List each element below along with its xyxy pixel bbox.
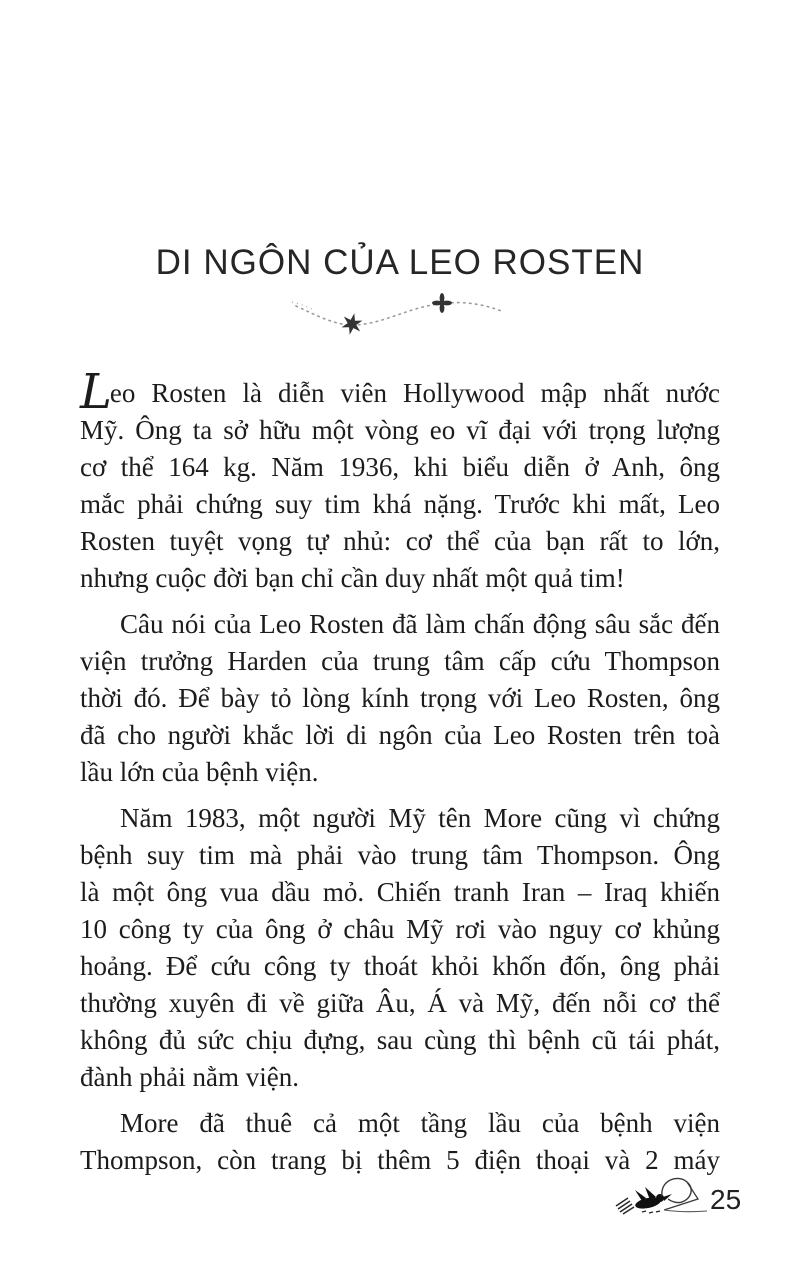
paragraph-1 [80,364,720,597]
text-line: lầu lớn của bệnh viện. [80,757,319,787]
title-divider [0,292,800,338]
text-line: thời đó. Để bày tỏ lòng kính trọng với Leo Rosten, ông [80,683,720,713]
script-dropcap: L [80,364,110,420]
text-line [80,364,720,420]
text-line: thường xuyên đi về giữa Âu, Á và Mỹ, đến nỗi cơ thể [80,988,720,1018]
text-line: More đã thuê cả một tầng lầu của bệnh viện [120,1108,720,1138]
flying-bird-doodle-icon [612,1172,708,1222]
text-line: không đủ sức chịu đựng, sau cùng thì bệnh cũ tái phát, [80,1025,720,1055]
text-line: Câu nói của Leo Rosten đã làm chấn động sâu sắc đến [120,609,720,639]
text-line: Mỹ. Ông ta sở hữu một vòng eo vĩ đại với trọng lượng [80,415,720,445]
text-line: Thompson, còn trang bị thêm 5 điện thoại và 2 máy [80,1145,720,1175]
text-line: viện trưởng Harden của trung tâm cấp cứu Thompson [80,646,720,676]
text-line: bệnh suy tim mà phải vào trung tâm Thompson. Ông [80,840,720,870]
text-line: cơ thể 164 kg. Năm 1936, khi biểu diễn ở Anh, ông [80,452,720,482]
text-line: mắc phải chứng suy tim khá nặng. Trước khi mất, Leo [80,489,720,519]
page-number: 25 [710,1184,742,1215]
text-line: Năm 1983, một người Mỹ tên More cũng vì chứng [120,803,720,833]
text-line: Rosten tuyệt vọng tự nhủ: cơ thể của bạn rất to lớn, [80,526,720,556]
paragraph-2 [80,606,720,791]
page-title: DI NGÔN CỦA LEO ROSTEN [155,243,645,282]
paragraph-4 [80,1105,720,1179]
star-wave-divider-icon [290,292,510,338]
body-text [80,364,720,1188]
text-line: là một ông vua dầu mỏ. Chiến tranh Iran – Iraq khiến [80,877,720,907]
page-footer [612,1172,741,1222]
text-line: đành phải nằm viện. [80,1062,299,1092]
text-line: hoảng. Để cứu công ty thoát khỏi khốn đốn, ông phải [80,951,720,981]
text-line-content: eo Rosten là diễn viên Hollywood mập nhất nước [109,378,720,408]
text-line: nhưng cuộc đời bạn chỉ cần duy nhất một quả tim! [80,563,625,593]
text-line: đã cho người khắc lời di ngôn của Leo Rosten trên toà [80,720,720,750]
paragraph-3 [80,800,720,1096]
text-line: 10 công ty của ông ở châu Mỹ rơi vào nguy cơ khủng [80,914,720,944]
